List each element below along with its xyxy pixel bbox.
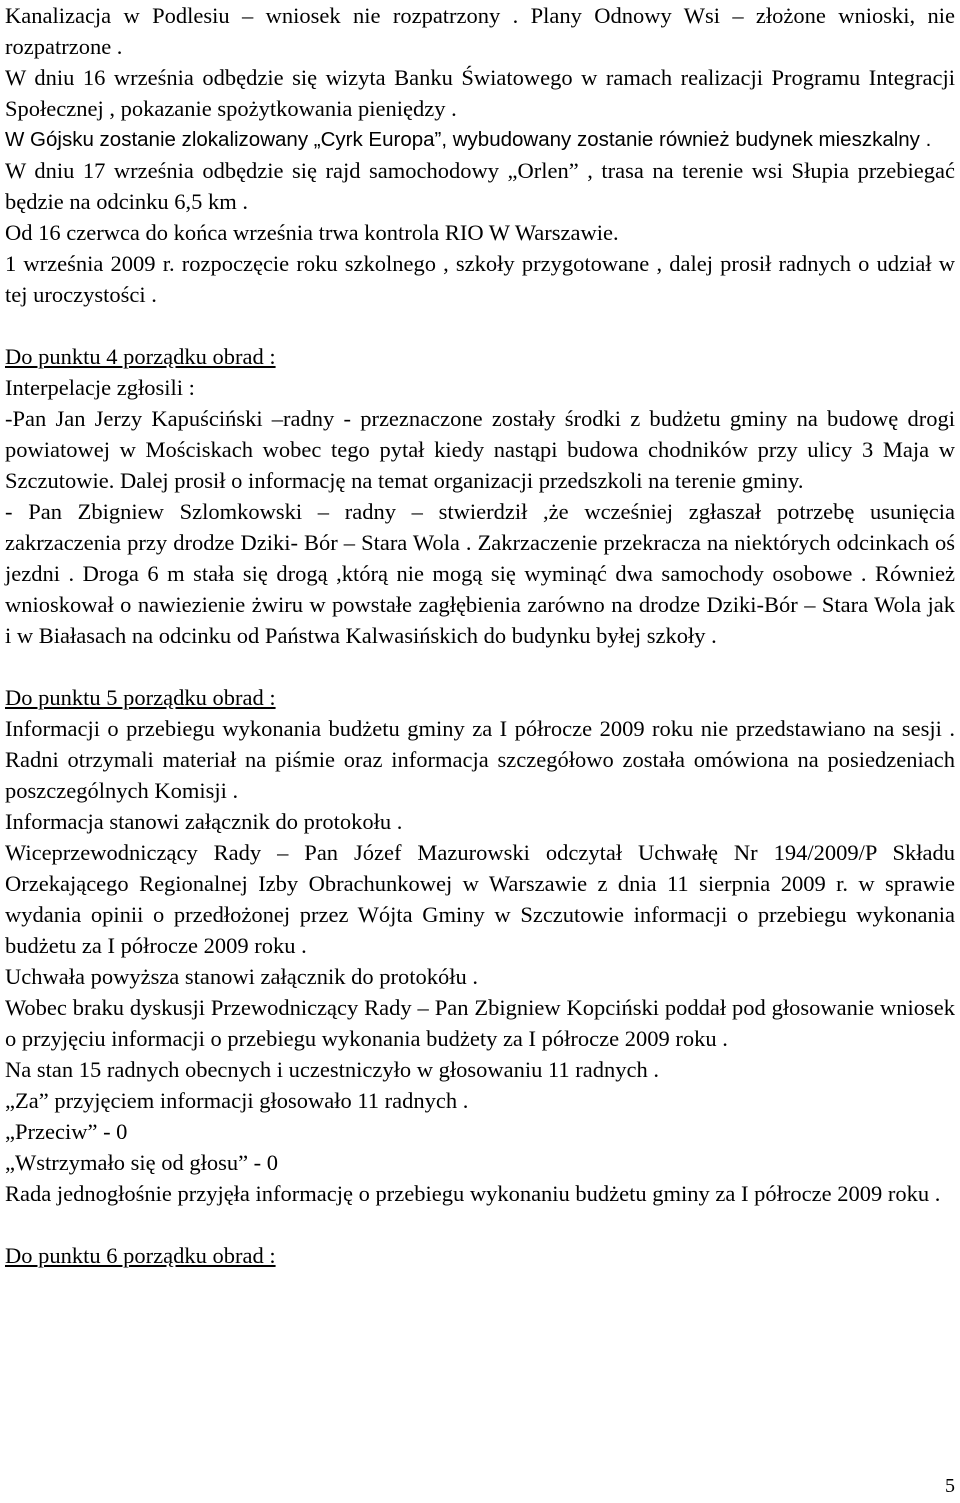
section-5-paragraph-4: Uchwała powyższa stanowi załącznik do protokółu . [5,964,478,989]
intro-paragraph-5: Od 16 czerwca do końca września trwa kontrola RIO W Warszawie. [5,220,619,245]
section-6-heading: Do punktu 6 porządku obrad : [5,1243,276,1268]
section-4-paragraph-1: Interpelacje zgłosili : [5,375,195,400]
page-number: 5 [945,1475,955,1497]
section-5-heading: Do punktu 5 porządku obrad : [5,685,276,710]
section-5-paragraph-3: Wiceprzewodniczący Rady – Pan Józef Mazurowski odczytał Uchwałę Nr 194/2009/P Składu Orzekającego Regionalnej Izby Obrachunkowej w Warszawie z dnia 11 sierpnia 2009 r. w sprawie wydania opinii o przedłożonej przez Wójta Gminy w Szczutowie informacji o przebiegu wykonania budżetu za I półrocze 2009 roku . [5,840,955,958]
spacer [5,310,955,341]
intro-paragraph-6: 1 września 2009 r. rozpoczęcie roku szkolnego , szkoły przygotowane , dalej prosił radnych o udział w tej uroczystości . [5,251,955,307]
intro-paragraph-3: W Gójsku zostanie zlokalizowany „Cyrk Europa”, wybudowany zostanie również budynek mieszkalny . [5,128,932,151]
section-5-paragraph-6: Na stan 15 radnych obecnych i uczestniczyło w głosowaniu 11 radnych . [5,1057,659,1082]
intro-paragraph-4: W dniu 17 września odbędzie się rajd samochodowy „Orlen” , trasa na terenie wsi Słupia przebiegać będzie na odcinku 6,5 km . [5,158,955,214]
intro-paragraph-1: Kanalizacja w Podlesiu – wniosek nie rozpatrzony . Plany Odnowy Wsi – złożone wnioski, nie rozpatrzone . [5,3,955,59]
section-5-paragraph-9: „Wstrzymało się od głosu” - 0 [5,1150,279,1175]
section-5-paragraph-8: „Przeciw” - 0 [5,1119,128,1144]
section-5-paragraph-10: Rada jednogłośnie przyjęła informację o przebiegu wykonaniu budżetu gminy za I półrocze 2009 roku . [5,1181,941,1206]
spacer [5,1209,955,1240]
section-5-paragraph-2: Informacja stanowi załącznik do protokołu . [5,809,403,834]
section-5-paragraph-1: Informacji o przebiegu wykonania budżetu gminy za I półrocze 2009 roku nie przedstawiano na sesji . Radni otrzymali materiał na piśmie oraz informacja szczegółowo została omówiona na posiedzeniach poszczególnych Komisji . [5,716,955,803]
section-4-paragraph-3: - Pan Zbigniew Szlomkowski – radny – stwierdził ,że wcześniej zgłaszał potrzebę usunięcia zakrzaczenia przy drodze Dziki- Bór – Stara Wola . Zakrzaczenie przekracza na niektórych odcinkach oś jezdni . Droga 6 m stała się drogą ,którą nie mogą się wyminąć dwa samochody osobowe . Również wnioskował o nawiezienie żwiru w powstałe zagłębienia zarówno na drodze Dziki-Bór – Stara Wola jak i w Białasach na odcinku od Państwa Kalwasińskich do budynku byłej szkoły . [5,499,955,648]
section-5-paragraph-5: Wobec braku dyskusji Przewodniczący Rady – Pan Zbigniew Kopciński poddał pod głosowanie wniosek o przyjęciu informacji o przebiegu wykonania budżety za I półrocze 2009 roku . [5,995,955,1051]
document-page [5,0,955,1503]
section-4-heading: Do punktu 4 porządku obrad : [5,344,276,369]
intro-paragraph-2: W dniu 16 września odbędzie się wizyta Banku Światowego w ramach realizacji Programu Integracji Społecznej , pokazanie spożytkowania pieniędzy . [5,65,955,121]
section-5-paragraph-7: „Za” przyjęciem informacji głosowało 11 radnych . [5,1088,469,1113]
section-4-paragraph-2: -Pan Jan Jerzy Kapuściński –radny - przeznaczone zostały środki z budżetu gminy na budowę drogi powiatowej w Mościskach wobec tego pytał kiedy nastąpi budowa chodników przy ulicy 3 Maja w Szczutowie. Dalej prosił o informację na temat organizacji przedszkoli na terenie gminy. [5,406,955,493]
spacer [5,651,955,682]
